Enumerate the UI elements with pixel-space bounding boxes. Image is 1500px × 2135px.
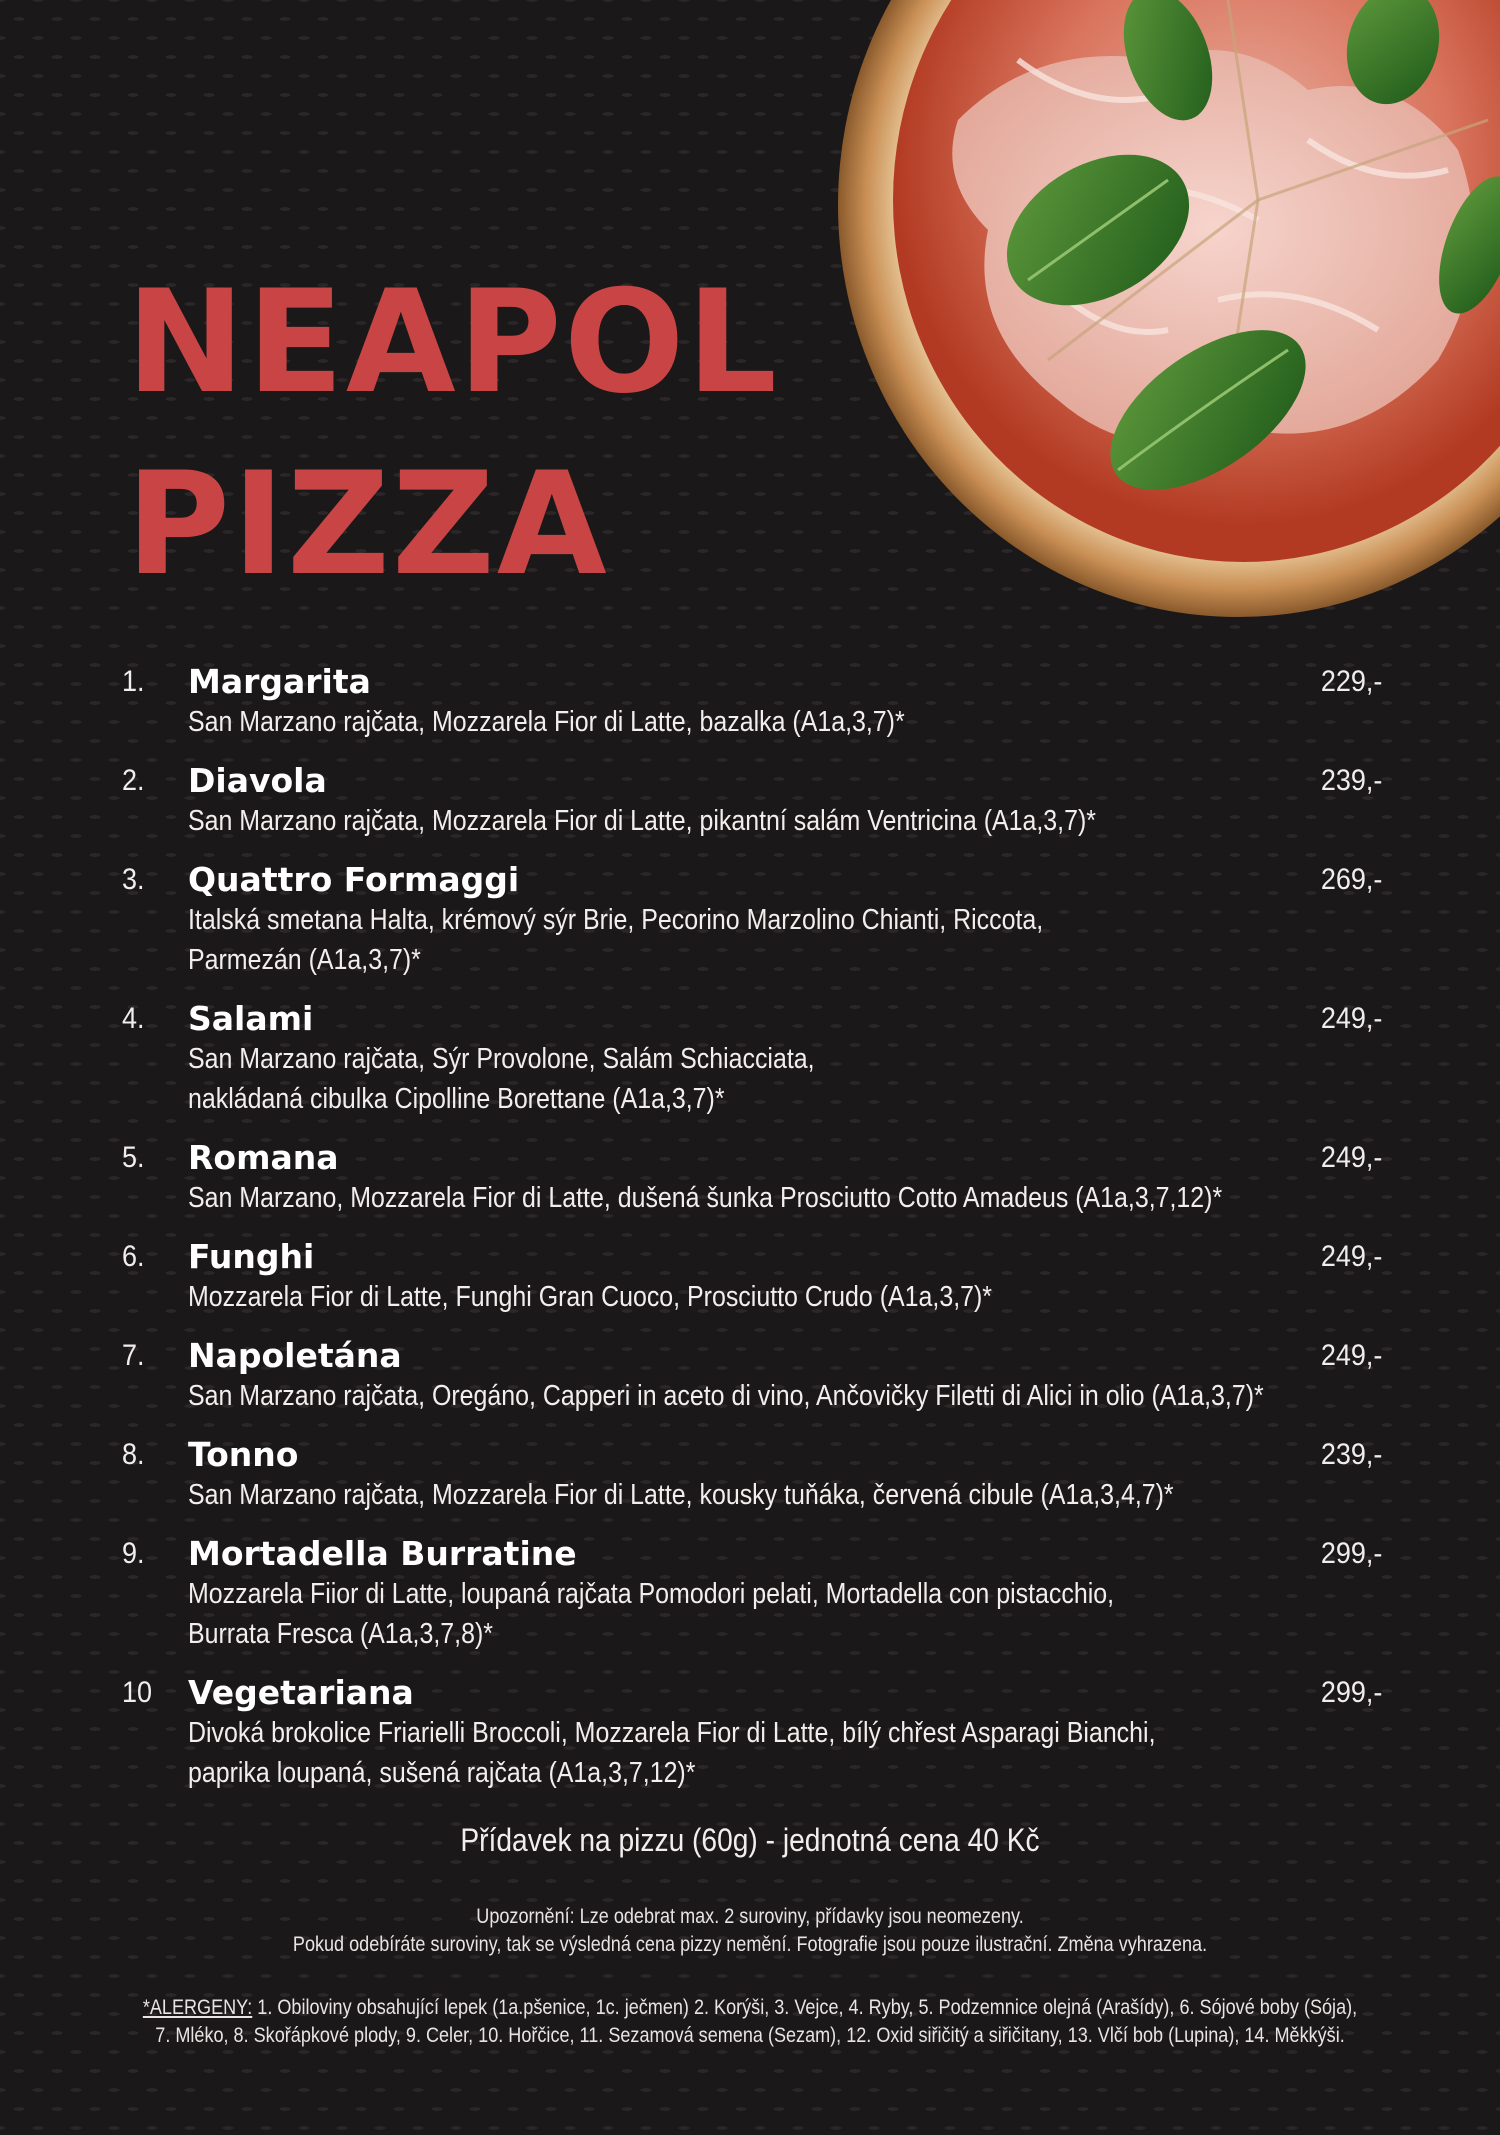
menu-item <box>122 1673 1382 1793</box>
menu-list <box>122 662 1382 1812</box>
item-description: San Marzano rajčata, Mozzarela Fior di Latte, bazalka (A1a,3,7)* <box>188 706 905 738</box>
item-price: 239,- <box>1320 764 1382 797</box>
item-price: 249,- <box>1320 1141 1382 1174</box>
item-name: Mortadella Burratine <box>188 1534 577 1573</box>
menu-item <box>122 761 1382 841</box>
pizza-icon <box>838 0 1500 630</box>
item-price: 249,- <box>1320 1339 1382 1372</box>
allergens-text-1: 1. Obiloviny obsahující lepek (1a.pšenice, 1c. ječmen) 2. Korýši, 3. Vejce, 4. Ryby, 5. Podzemnice olejná (Arašídy), 6. Sójové boby (Sója), <box>252 1996 1358 2019</box>
item-name: Diavola <box>188 761 327 800</box>
menu-item <box>122 662 1382 742</box>
item-number: 3. <box>122 863 145 896</box>
item-name: Salami <box>188 999 314 1038</box>
item-description: paprika loupaná, sušená rajčata (A1a,3,7,12)* <box>188 1757 696 1789</box>
item-description: Mozzarela Fiior di Latte, loupaná rajčata Pomodori pelati, Mortadella con pistacchio, <box>188 1578 1115 1610</box>
item-name: Margarita <box>188 662 371 701</box>
allergens-line-2: 7. Mléko, 8. Skořápkové plody, 9. Celer, 10. Hořčice, 11. Sezamová semena (Sezam), 12. Oxid siřičitý a siřičitany, 13. Vlčí bob (Lupina), 14. Měkkýši. <box>155 2024 1345 2047</box>
item-name: Tonno <box>188 1435 299 1474</box>
item-number: 7. <box>122 1339 145 1372</box>
page-title <box>126 252 779 616</box>
item-description: San Marzano rajčata, Oregáno, Capperi in aceto di vino, Ančovičky Filetti di Alici in olio (A1a,3,7)* <box>188 1380 1264 1412</box>
item-name: Quattro Formaggi <box>188 860 520 899</box>
allergens-footnote <box>105 1994 1395 2050</box>
menu-item <box>122 1534 1382 1654</box>
item-description: San Marzano, Mozzarela Fior di Latte, dušená šunka Prosciutto Cotto Amadeus (A1a,3,7,12)* <box>188 1182 1223 1214</box>
item-name: Funghi <box>188 1237 315 1276</box>
item-number: 9. <box>122 1537 145 1570</box>
item-number: 8. <box>122 1438 145 1471</box>
notice-line-2: Pokud odebíráte suroviny, tak se výsledná cena pizzy nemění. Fotografie jsou pouze ilustrační. Změna vyhrazena. <box>292 1933 1208 1956</box>
item-description: Mozzarela Fior di Latte, Funghi Gran Cuoco, Prosciutto Crudo (A1a,3,7)* <box>188 1281 993 1313</box>
menu-item <box>122 1237 1382 1317</box>
allergens-label: *ALERGENY: <box>142 1996 253 2019</box>
menu-item <box>122 1138 1382 1218</box>
allergens-line-1 <box>105 1994 1395 2022</box>
item-price: 269,- <box>1320 863 1382 896</box>
item-description: Divoká brokolice Friarielli Broccoli, Mozzarela Fior di Latte, bílý chřest Asparagi Bianchi, <box>188 1717 1156 1749</box>
item-name: Vegetariana <box>188 1673 414 1712</box>
item-description: San Marzano rajčata, Sýr Provolone, Salám Schiacciata, <box>188 1043 815 1075</box>
item-description: Italská smetana Halta, krémový sýr Brie, Pecorino Marzolino Chianti, Riccota, <box>188 904 1044 936</box>
item-number: 10 <box>122 1676 153 1709</box>
item-number: 4. <box>122 1002 145 1035</box>
item-price: 239,- <box>1320 1438 1382 1471</box>
menu-item <box>122 999 1382 1119</box>
menu-item <box>122 1336 1382 1416</box>
menu-item <box>122 860 1382 980</box>
notice-line-1: Upozornění: Lze odebrat max. 2 suroviny, přídavky jsou neomezeny. <box>476 1905 1024 1928</box>
item-description: Parmezán (A1a,3,7)* <box>188 944 421 976</box>
item-price: 299,- <box>1320 1537 1382 1570</box>
item-price: 229,- <box>1320 665 1382 698</box>
item-number: 5. <box>122 1141 145 1174</box>
item-description: San Marzano rajčata, Mozzarela Fior di Latte, kousky tuňáka, červená cibule (A1a,3,4,7)* <box>188 1479 1174 1511</box>
item-price: 299,- <box>1320 1676 1382 1709</box>
item-number: 2. <box>122 764 145 797</box>
item-name: Romana <box>188 1138 339 1177</box>
title-line-1: NEAPOL <box>126 260 780 425</box>
pizza-photo <box>838 0 1500 630</box>
item-description: nakládaná cibulka Cipolline Borettane (A1a,3,7)* <box>188 1083 725 1115</box>
menu-item <box>122 1435 1382 1515</box>
item-name: Napoletána <box>188 1336 402 1375</box>
notice-text <box>105 1903 1395 1959</box>
item-description: San Marzano rajčata, Mozzarela Fior di Latte, pikantní salám Ventricina (A1a,3,7)* <box>188 805 1096 837</box>
item-price: 249,- <box>1320 1002 1382 1035</box>
title-line-2: PIZZA <box>126 442 609 607</box>
item-number: 6. <box>122 1240 145 1273</box>
item-description: Burrata Fresca (A1a,3,7,8)* <box>188 1618 493 1650</box>
extra-topping-note: Přídavek na pizzu (60g) - jednotná cena 40 Kč <box>460 1822 1040 1858</box>
item-number: 1. <box>122 665 145 698</box>
item-price: 249,- <box>1320 1240 1382 1273</box>
